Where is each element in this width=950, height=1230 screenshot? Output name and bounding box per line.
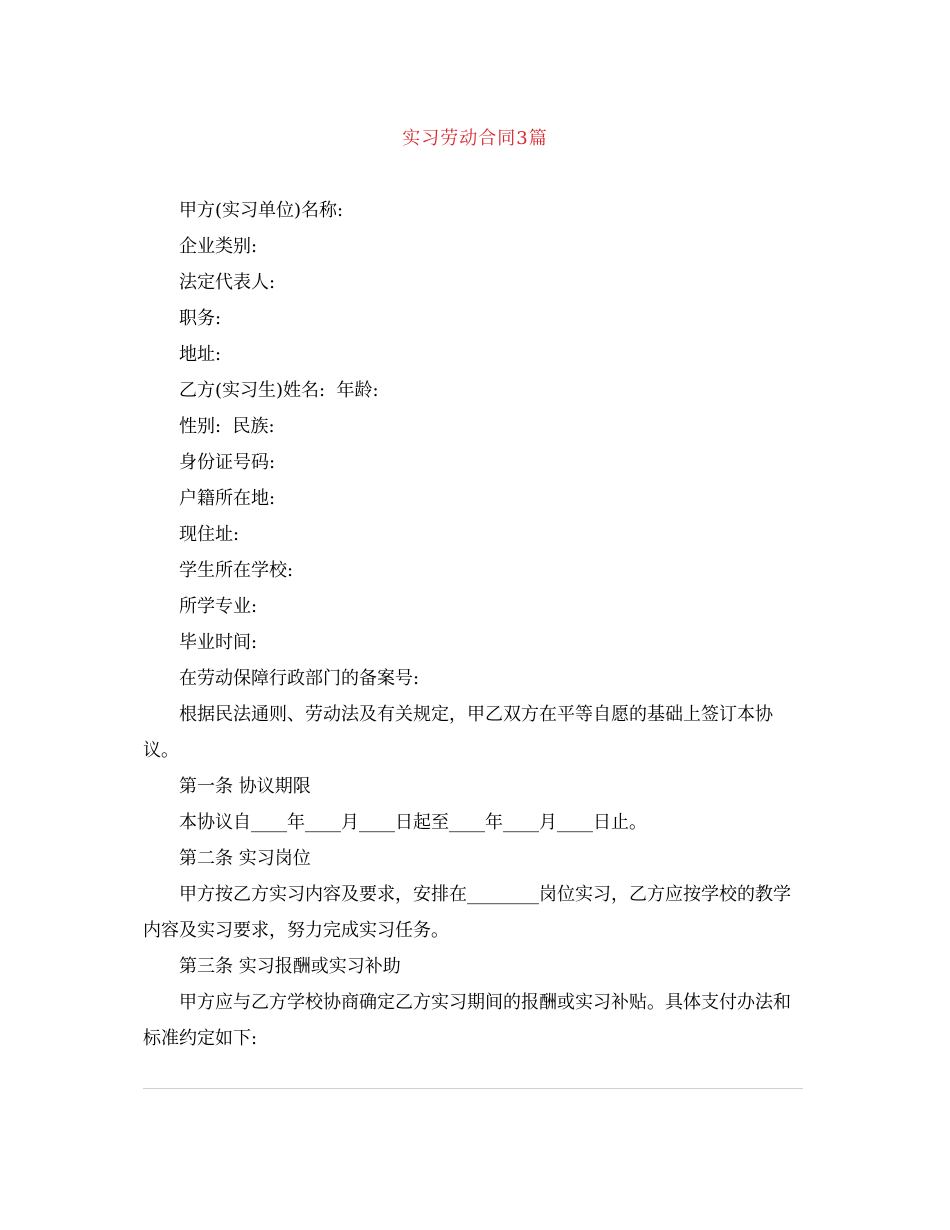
field-graduation-time: 毕业时间: xyxy=(179,632,258,653)
article-1-text: 本协议自____年____月____日起至____年____月____日止。 xyxy=(179,812,647,833)
article-3-heading: 第三条 实习报酬或实习补助 xyxy=(179,956,401,977)
field-id-number: 身份证号码: xyxy=(179,452,276,473)
footer-divider xyxy=(143,1088,803,1089)
contract-body xyxy=(143,193,805,1057)
field-current-address: 现住址: xyxy=(179,524,240,545)
field-household-registration: 户籍所在地: xyxy=(179,488,276,509)
field-legal-representative: 法定代表人: xyxy=(179,272,276,293)
field-enterprise-type: 企业类别: xyxy=(179,236,258,257)
field-party-a-name: 甲方(实习单位)名称: xyxy=(179,200,344,221)
field-position: 职务: xyxy=(179,308,222,329)
field-filing-number: 在劳动保障行政部门的备案号: xyxy=(179,668,420,689)
article-2-text: 甲方按乙方实习内容及要求，安排在________岗位实习，乙方应按学校的教学内容及实习要求，努力完成实习任务。 xyxy=(143,884,791,941)
field-major: 所学专业: xyxy=(179,596,258,617)
preamble-paragraph: 根据民法通则、劳动法及有关规定，甲乙双方在平等自愿的基础上签订本协议。 xyxy=(143,704,773,761)
article-3-text: 甲方应与乙方学校协商确定乙方实习期间的报酬或实习补贴。具体支付办法和标准约定如下: xyxy=(143,992,791,1049)
field-address: 地址: xyxy=(179,344,222,365)
field-party-b-name-age: 乙方(实习生)姓名: 年龄: xyxy=(179,380,379,401)
article-1-heading: 第一条 协议期限 xyxy=(179,776,311,797)
field-gender-ethnicity: 性别: 民族: xyxy=(179,416,275,437)
article-2-heading: 第二条 实习岗位 xyxy=(179,848,311,869)
field-school: 学生所在学校: xyxy=(179,560,294,581)
document-title: 实习劳动合同3篇 xyxy=(402,128,548,149)
